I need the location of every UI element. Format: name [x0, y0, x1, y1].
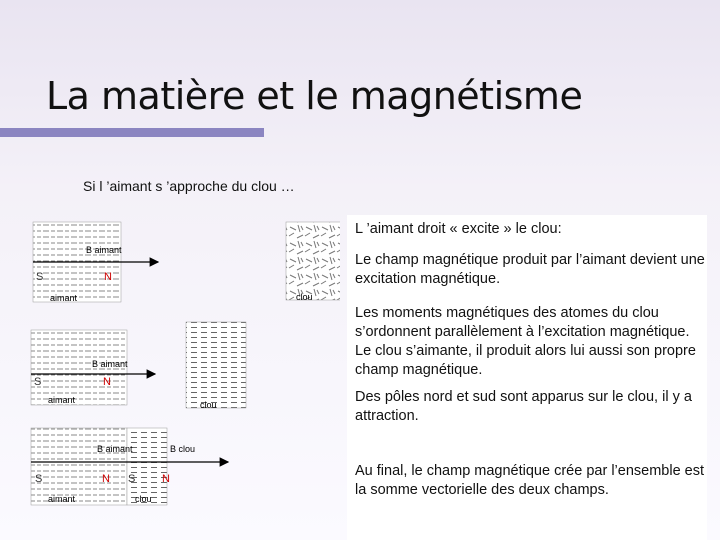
nail-label-2: clou — [200, 400, 217, 410]
pole-n-2: N — [103, 376, 111, 388]
magnet-label-1: aimant — [50, 293, 78, 303]
slide-title: La matière et le magnétisme — [46, 74, 583, 118]
nail-1 — [286, 222, 340, 300]
magnet-label-2: aimant — [48, 395, 76, 405]
explanation-paragraph-4: Des pôles nord et sud sont apparus sur le clou, il y a attraction. — [355, 389, 692, 424]
field-label-3-nail: B clou — [170, 444, 196, 454]
nail-pole-n-3: N — [162, 473, 170, 485]
pole-s-2: S — [34, 376, 42, 388]
magnet-3 — [31, 428, 127, 505]
slide-subtitle: Si l ’aimant s ’approche du clou … — [83, 178, 295, 194]
pole-s-3: S — [35, 473, 43, 485]
pole-n-1: N — [104, 271, 112, 283]
field-label-3-magnet: B aimant — [97, 444, 133, 454]
explanation-paragraph-3: Les moments magnétiques des atomes du clou s’ordonnent parallèlement à l’excitation magnétique. Le clou s’aimante, il produit alors lui aussi son propre champ magnétique. — [355, 305, 696, 378]
nail-2 — [186, 322, 246, 408]
diagram-1 — [33, 222, 340, 303]
explanation-paragraph-1: L ’aimant droit « excite » le clou: — [355, 221, 562, 237]
field-label-1: B aimant — [86, 245, 122, 255]
field-label-2: B aimant — [92, 359, 128, 369]
explanation-paragraph-2: Le champ magnétique produit par l’aimant devient une excitation magnétique. — [355, 252, 705, 287]
magnet-label-3: aimant — [48, 494, 76, 504]
pole-n-3: N — [102, 473, 110, 485]
pole-s-1: S — [36, 271, 44, 283]
explanation-paragraph-5: Au final, le champ magnétique crée par l’ensemble est la somme vectorielle des deux champs. — [355, 463, 704, 498]
nail-label-3: clou — [135, 494, 152, 504]
magnetization-figure — [0, 0, 340, 540]
nail-label-1: clou — [296, 292, 313, 302]
diagram-2 — [31, 322, 246, 410]
nail-pole-s-3: S — [128, 473, 136, 485]
diagram-3 — [31, 428, 228, 505]
